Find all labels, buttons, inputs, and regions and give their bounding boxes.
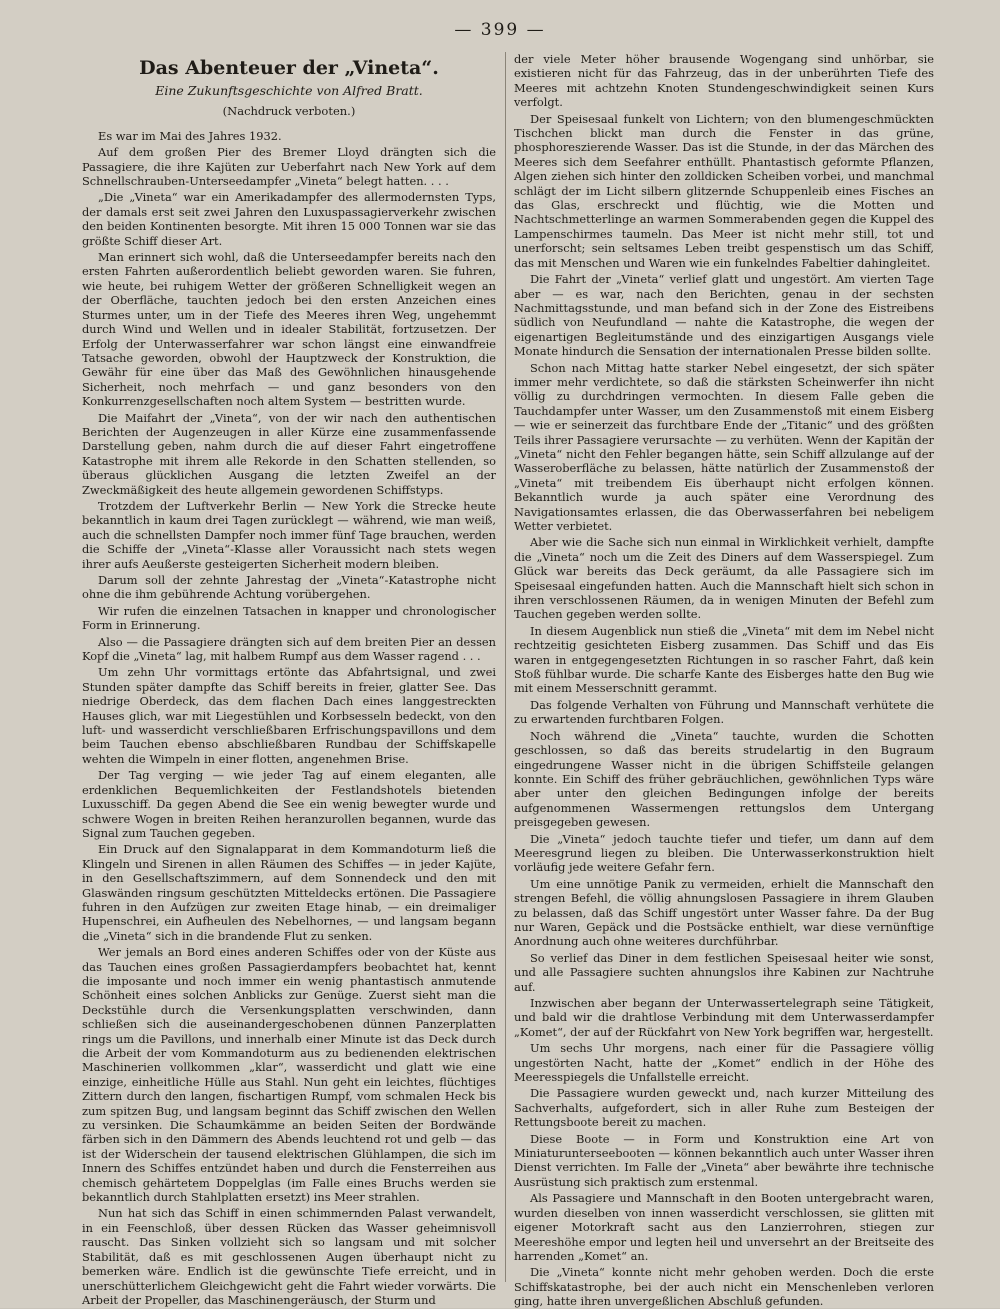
paragraph: Wer jemals an Bord eines anderen Schiffes oder von der Küste aus das Tauchen eines großen Passagierdampfers beobachtet hat, kennt die imposante und noch immer ein wenig phantastisch anmutende Schönheit eines solchen Anblicks zur Genüge. Zuerst sieht man die Deckstühle durch die Versenkungsplatten verschwinden, dann schließen sich die auseinandergeschobenen dünnen Panzerplatten rings um die Pavillons, und innerhalb einer Minute ist das Deck durch die Arbeit der vom Kommandoturm aus zu bedienenden elektrischen Maschinerien vollkommen „klar“, wasserdicht und glatt wie eine einzige, einheitliche Hülle aus Stahl. Nun geht ein leichtes, flüchtiges Zittern durch den langen, fischartigen Rumpf, vom schmalen Heck bis zum spitzen Bug, und langsam beginnt das Schiff zwischen den Wellen zu versinken. Die Schaumkämme an beiden Seiten der Bordwände färben sich in den Dämmern des Abends leuchtend rot und gelb — das ist der Widerschein der tausend elektrischen Glühlampen, die sich im Innern des Schiffes entzündet haben und durch die Fensterreihen aus chemisch gehärtetem Doppelglas (im Falle eines Bruchs werden sie bekanntlich durch Stahlplatten ersetzt) ins Meer strahlen. [82, 945, 496, 1205]
paragraph: Die „Vineta“ jedoch tauchte tiefer und tiefer, um dann auf dem Meeresgrund liegen zu bleiben. Die Unterwasserkonstruktion hielt vorläufig jede weitere Gefahr fern. [514, 831, 934, 875]
paragraph: Das folgende Verhalten von Führung und Mannschaft verhütete die zu erwartenden furchtbaren Folgen. [514, 697, 934, 727]
paragraph: Die Passagiere wurden geweckt und, nach kurzer Mitteilung des Sachverhalts, aufgefordert, sich in aller Ruhe zum Besteigen der Rettungsboote bereit zu machen. [514, 1086, 934, 1130]
paragraph: Auf dem großen Pier des Bremer Lloyd drängten sich die Passagiere, die ihre Kajüten zur Ueberfahrt nach New York auf dem Schnellschrauben-Unterseedampfer „Vineta“ belegt hatten. . . . [82, 145, 496, 189]
right-column [514, 52, 934, 1309]
paragraph: Als Passagiere und Mannschaft in den Booten untergebracht waren, wurden dieselben von innen wasserdicht verschlossen, sie glitten mit eigener Motorkraft sacht aus den Lanzierrohren, stiegen zur Meereshöhe empor und legten heil und unversehrt an der Breitseite des harrenden „Komet“ an. [514, 1191, 934, 1263]
paragraph: In diesem Augenblick nun stieß die „Vineta“ mit dem im Nebel nicht rechtzeitig gesichteten Eisberg zusammen. Das Schiff und das Eis waren in entgegengesetzten Richtungen in so rascher Fahrt, daß kein Stoß fühlbar wurde. Die scharfe Kante des Eisberges hatte den Bug wie mit einem Messerschnitt gerammt. [514, 623, 934, 696]
paragraph: der viele Meter höher brausende Wogengang sind unhörbar, sie existieren nicht für das Fahrzeug, das in der unberührten Tiefe des Meeres mit achtzehn Knoten Stundengeschwindigkeit seinen Kurs verfolgt. [514, 52, 934, 110]
paragraph: Ein Druck auf den Signalapparat in dem Kommandoturm ließ die Klingeln und Sirenen in allen Räumen des Schiffes — in jeder Kajüte, in den Gesellschaftszimmern, auf dem Sonnendeck und den mit Glaswänden ringsum geschützten Mitteldecks ertönen. Die Passagiere fuhren in den Aufzügen zur zweiten Etage hinab, — ein dreimaliger Hupenschrei, ein Aufheulen des Nebelhornes, — und langsam begann die „Vineta“ sich in die brandende Flut zu senken. [82, 842, 496, 943]
paragraph: Die Maifahrt der „Vineta“, von der wir nach den authentischen Berichten der Augenzeugen in aller Kürze eine zusammenfassende Darstellung geben, nahm durch die auf dieser Fahrt eingetroffene Katastrophe mit ihrem alle Rekorde in den Schatten stellenden, so überaus glücklichen Ausgang die letzten Zweifel an der Zweckmäßigkeit des heute allgemein gewordenen Schiffstyps. [82, 410, 496, 497]
paragraph: Darum soll der zehnte Jahrestag der „Vineta“-Katastrophe nicht ohne die ihm gebührende Achtung vorübergehen. [82, 573, 496, 602]
paragraph: „Die „Vineta“ war ein Amerikadampfer des allermodernsten Typs, der damals erst seit zwei Jahren den Luxuspassagierverkehr zwischen den beiden Kontinenten besorgte. Mit ihren 15 000 Tonnen war sie das größte Schiff dieser Art. [82, 190, 496, 248]
paragraph: Schon nach Mittag hatte starker Nebel eingesetzt, der sich später immer mehr verdichtete, so daß die stärksten Scheinwerfer ihn nicht völlig zu durchdringen vermochten. In diesem Falle geben die Tauchdampfer unter Wasser, um den Zusammenstoß mit einem Eisberg — wie er seinerzeit das furchtbare Ende der „Titanic“ und des größten Teils ihrer Passagiere verursachte — zu verhüten. Wenn der Kapitän der „Vineta“ nicht den Fehler begangen hätte, sein Schiff allzulange auf der Wasseroberfläche zu belassen, hätte natürlich der Zusammenstoß der „Vineta“ mit treibendem Eis überhaupt nicht erfolgen können. Bekanntlich wurde ja auch später eine Verordnung des Navigationsamtes erlassen, die das Oberwasserfahren bei nebeligem Wetter verbietet. [514, 360, 934, 533]
reprint-note: (Nachdruck verboten.) [222, 104, 356, 119]
article-title: Das Abenteuer der „Vineta“. [139, 57, 439, 79]
paragraph: Trotzdem der Luftverkehr Berlin — New York die Strecke heute bekanntlich in kaum drei Tagen zurücklegt — während, wie man weiß, auch die schnellsten Dampfer noch immer fünf Tage brauchen, werden die Schiffe der „Vineta“-Klasse aller Voraussicht nach stets wegen ihrer aufs Aeußerste gesteigerten Sicherheit modern bleiben. [82, 498, 496, 571]
paragraph: Die „Vineta“ konnte nicht mehr gehoben werden. Doch die erste Schiffskatastrophe, bei der auch nicht ein Menschenleben verloren ging, hatte ihren unvergeßlichen Abschluß gefunden. [514, 1265, 934, 1309]
paragraph: Also — die Passagiere drängten sich auf dem breiten Pier an dessen Kopf die „Vineta“ lag, mit halbem Rumpf aus dem Wasser ragend . . . [82, 634, 496, 664]
article-subtitle: Eine Zukunftsgeschichte von Alfred Bratt. [155, 83, 423, 98]
paragraph: Man erinnert sich wohl, daß die Unterseedampfer bereits nach den ersten Fahrten außerordentlich beliebt geworden waren. Sie fuhren, wie heute, bei ruhigem Wetter der größeren Schnelligkeit wegen an der Oberfläche, tauchten jedoch bei den ersten Anzeichen eines Sturmes unter, um in der Tiefe des Meeres ihren Weg, ungehemmt durch Wind und Wellen und in idealer Stabilität, fortzusetzen. Der Erfolg der Unterwasserfahrer war schon längst eine einwandfreie Tatsache geworden, obwohl der Hauptzweck der Konstruktion, die Gewähr für eine über das Maß des Gewöhnlichen hinausgehende Sicherheit, noch mehrfach — und ganz besonders von den Konkurrenzgesellschaften noch altem System — bestritten wurde. [82, 250, 496, 409]
paragraph: Die Fahrt der „Vineta“ verlief glatt und ungestört. Am vierten Tage aber — es war, nach den Berichten, genau in der sechsten Nachmittagsstunde, und man befand sich in der Zone des Eistreibens südlich von Neufundland — nahte die Katastrophe, die wegen der eigenartigen Begleitumstände und des einzigartigen Ausgangs viele Monate hindurch die Sensation der internationalen Presse bilden sollte. [514, 272, 934, 359]
left-column [82, 52, 496, 1307]
paragraph: Es war im Mai des Jahres 1932. [98, 128, 282, 143]
paragraph: Der Speisesaal funkelt von Lichtern; von den blumengeschmückten Tischchen blickt man durch die Fenster in das grüne, phosphoreszierende Wasser. Das ist die Stunde, in der das Märchen des Meeres sich dem Seefahrer enthüllt. Phantastisch geformte Pflanzen, Algen ziehen sich hinter den zolldicken Scheiben vorbei, und manchmal schlägt der im Licht silbern glitzernde Schuppenleib eines Fisches an das Glas, erschreckt und flüchtig, wie die Motten und Nachtschmetterlinge an warmen Sommerabenden gegen die Kuppel des Lampenschirmes taumeln. Das Meer ist nicht mehr still, tot und unerforscht; sein seltsames Leben treibt gespenstisch um das Schiff, das mit Menschen und Waren wie ein funkelndes Fabeltier dahingleitet. [514, 111, 934, 270]
paragraph: Um eine unnötige Panik zu vermeiden, erhielt die Mannschaft den strengen Befehl, die völlig ahnungslosen Passagiere in ihrem Glauben zu belassen, daß das Schiff ungestört unter Wasser fahre. Da der Bug nur Waren, Gepäck und die Postsäcke enthielt, war diese vernünftige Anordnung auch ohne weiteres durchführbar. [514, 876, 934, 949]
paragraph: Nun hat sich das Schiff in einen schimmernden Palast verwandelt, in ein Feenschloß, über dessen Rücken das Wasser geheimnisvoll rauscht. Das Sinken vollzieht sich so langsam und mit solcher Stabilität, daß es mit geschlossenen Augen überhaupt nicht zu bemerken wäre. Endlich ist die gewünschte Tiefe erreicht, und in unerschütterlichem Gleichgewicht geht die Fahrt wieder vorwärts. Die Arbeit der Propeller, das Maschinengeräusch, der Sturm und [82, 1206, 496, 1307]
paragraph: Diese Boote — in Form und Konstruktion eine Art von Miniaturunterseebooten — können bekanntlich auch unter Wasser ihren Dienst verrichten. Im Falle der „Vineta“ aber bewährte ihre technische Ausrüstung sich praktisch zum erstenmal. [514, 1131, 934, 1189]
paragraph: So verlief das Diner in dem festlichen Speisesaal heiter wie sonst, und alle Passagiere suchten ahnungslos ihre Kabinen zur Nachtruhe auf. [514, 950, 934, 994]
paragraph: Der Tag verging — wie jeder Tag auf einem eleganten, alle erdenklichen Bequemlichkeiten der Festlandshotels bietenden Luxusschiff. Da gegen Abend die See ein wenig bewegter wurde und schwere Wogen in breiten Reihen heranzurollen begannen, wurde das Signal zum Tauchen gegeben. [82, 768, 496, 840]
paragraph: Um sechs Uhr morgens, nach einer für die Passagiere völlig ungestörten Nacht, hatte der „Komet“ endlich in der Höhe des Meeresspiegels die Unfallstelle erreicht. [514, 1041, 934, 1085]
column-divider [505, 52, 506, 1282]
paragraph: Noch während die „Vineta“ tauchte, wurden die Schotten geschlossen, so daß das bereits strudelartig in den Bugraum eingedrungene Wasser nicht in die übrigen Schiffsteile gelangen konnte. Ein Schiff des früher gebräuchlichen, gewöhnlichen Typs wäre aber unter den gleichen Bedingungen infolge der bereits aufgenommenen Wassermengen rettungslos dem Untergang preisgegeben gewesen. [514, 728, 934, 830]
paragraph: Wir rufen die einzelnen Tatsachen in knapper und chronologischer Form in Erinnerung. [82, 603, 496, 633]
paragraph: Aber wie die Sache sich nun einmal in Wirklichkeit verhielt, dampfte die „Vineta“ noch um die Zeit des Diners auf dem Wasserspiegel. Zum Glück war bereits das Deck geräumt, da alle Passagiere sich im Speisesaal eingefunden hatten. Auch die Mannschaft hielt sich schon in ihren verschlossenen Räumen, da in wenigen Minuten der Befehl zum Tauchen gegeben werden sollte. [514, 535, 934, 622]
paragraph: Um zehn Uhr vormittags ertönte das Abfahrtsignal, und zwei Stunden später dampfte das Schiff bereits in freier, glatter See. Das niedrige Oberdeck, das dem flachen Dach eines langgestreckten Hauses glich, war mit Liegestühlen und Korbsesseln bedeckt, von den luft- und wasserdicht verschließbaren Erfrischungspavillons und dem beim Tauchen ebenso abschließbaren Rundbau der Schiffskapelle wehten die Wimpeln in einer flotten, angenehmen Brise. [82, 665, 496, 766]
paragraph: Inzwischen aber begann der Unterwassertelegraph seine Tätigkeit, und bald wir die drahtlose Verbindung mit dem Unterwasserdampfer „Komet“, der auf der Rückfahrt von New York begriffen war, hergestellt. [514, 996, 934, 1039]
page-number: — 399 — [454, 20, 546, 40]
